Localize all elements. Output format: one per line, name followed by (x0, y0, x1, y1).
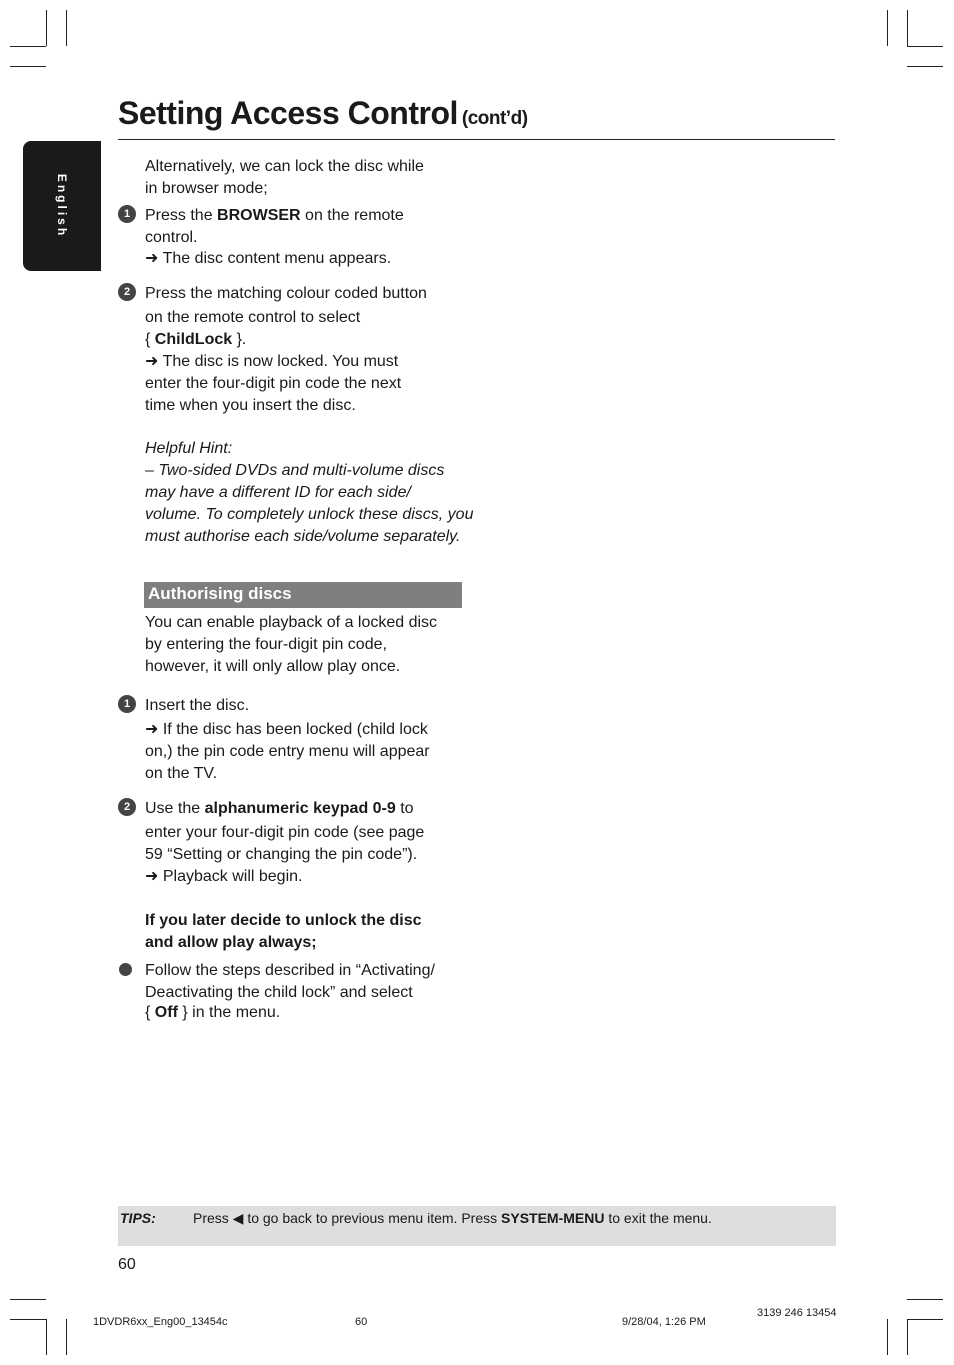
crop-mark (907, 1299, 943, 1300)
step-result: ➜ Playback will begin. (145, 868, 303, 885)
step-number-badge: 2 (118, 283, 136, 301)
title-text: Setting Access Control (118, 95, 458, 131)
crop-mark (10, 46, 46, 47)
bullet-text: { Off } in the menu. (145, 1004, 281, 1021)
page-title (118, 95, 528, 132)
footer-filename: 1DVDR6xx_Eng00_13454c (93, 1316, 228, 1328)
crop-mark (46, 1319, 47, 1355)
crop-mark (10, 1299, 46, 1300)
crop-mark (907, 1319, 908, 1355)
hint-line: – Two-sided DVDs and multi-volume discs (145, 462, 445, 479)
crop-mark (907, 10, 908, 46)
crop-mark (66, 10, 67, 46)
step-text: enter your four-digit pin code (see page (145, 824, 425, 841)
unlock-heading: and allow play always; (145, 934, 317, 951)
step-result: time when you insert the disc. (145, 397, 356, 414)
crop-mark (46, 10, 47, 46)
tips-label: TIPS: (120, 1210, 156, 1226)
step-result: ➜ If the disc has been locked (child lock (145, 721, 428, 738)
step-text: Insert the disc. (145, 697, 250, 714)
step-result: enter the four-digit pin code the next (145, 375, 402, 392)
hint-line: must authorise each side/volume separately. (145, 528, 461, 545)
step-text: Use the alphanumeric keypad 0-9 to (145, 800, 414, 817)
hint-line: may have a different ID for each side/ (145, 484, 411, 501)
intro-line: Alternatively, we can lock the disc while (145, 158, 424, 175)
step-text: on the remote control to select (145, 309, 361, 326)
crop-mark (66, 1319, 67, 1355)
section-intro-line: You can enable playback of a locked disc (145, 614, 438, 631)
section-intro-line: however, it will only allow play once. (145, 658, 401, 675)
step-text: Press the matching colour coded button (145, 285, 427, 302)
footer-page: 60 (355, 1316, 368, 1328)
footer-date: 9/28/04, 1:26 PM (622, 1316, 706, 1328)
footer-code: 3139 246 13454 (757, 1307, 837, 1319)
step-result: ➜ The disc is now locked. You must (145, 353, 399, 370)
step-text: 59 “Setting or changing the pin code”). (145, 846, 418, 863)
step-number-badge: 1 (118, 695, 136, 713)
step-number-badge: 1 (118, 205, 136, 223)
crop-mark (887, 1319, 888, 1355)
section-intro-line: by entering the four-digit pin code, (145, 636, 387, 653)
intro-line: in browser mode; (145, 180, 268, 197)
section-heading (144, 582, 462, 608)
step-result: on,) the pin code entry menu will appear (145, 743, 430, 760)
bullet-text: Follow the steps described in “Activating/ (145, 962, 435, 979)
tips-box (118, 1206, 836, 1246)
crop-mark (907, 46, 943, 47)
section-heading-text: Authorising discs (148, 584, 292, 603)
step-text: { ChildLock }. (145, 331, 247, 348)
step-result: ➜ The disc content menu appears. (145, 250, 392, 267)
crop-mark (10, 66, 46, 67)
page-header (118, 95, 835, 140)
tips-text: Press ◀ to go back to previous menu item. Press SYSTEM-MENU to exit the menu. (193, 1210, 712, 1226)
unlock-heading: If you later decide to unlock the disc (145, 912, 422, 929)
crop-mark (10, 1319, 46, 1320)
crop-mark (887, 10, 888, 46)
step-text: control. (145, 229, 198, 246)
crop-mark (907, 66, 943, 67)
hint-line: volume. To completely unlock these discs, you (145, 506, 474, 523)
step-number-badge: 2 (118, 798, 136, 816)
hint-title: Helpful Hint: (145, 440, 233, 457)
language-tab-label: English (55, 173, 69, 239)
page-number: 60 (118, 1256, 136, 1273)
step-text: Press the BROWSER on the remote (145, 207, 404, 224)
bullet-text: Deactivating the child lock” and select (145, 984, 413, 1001)
bullet-icon (119, 963, 132, 976)
title-suffix: (cont’d) (461, 108, 528, 129)
step-result: on the TV. (145, 765, 218, 782)
crop-mark (907, 1319, 943, 1320)
